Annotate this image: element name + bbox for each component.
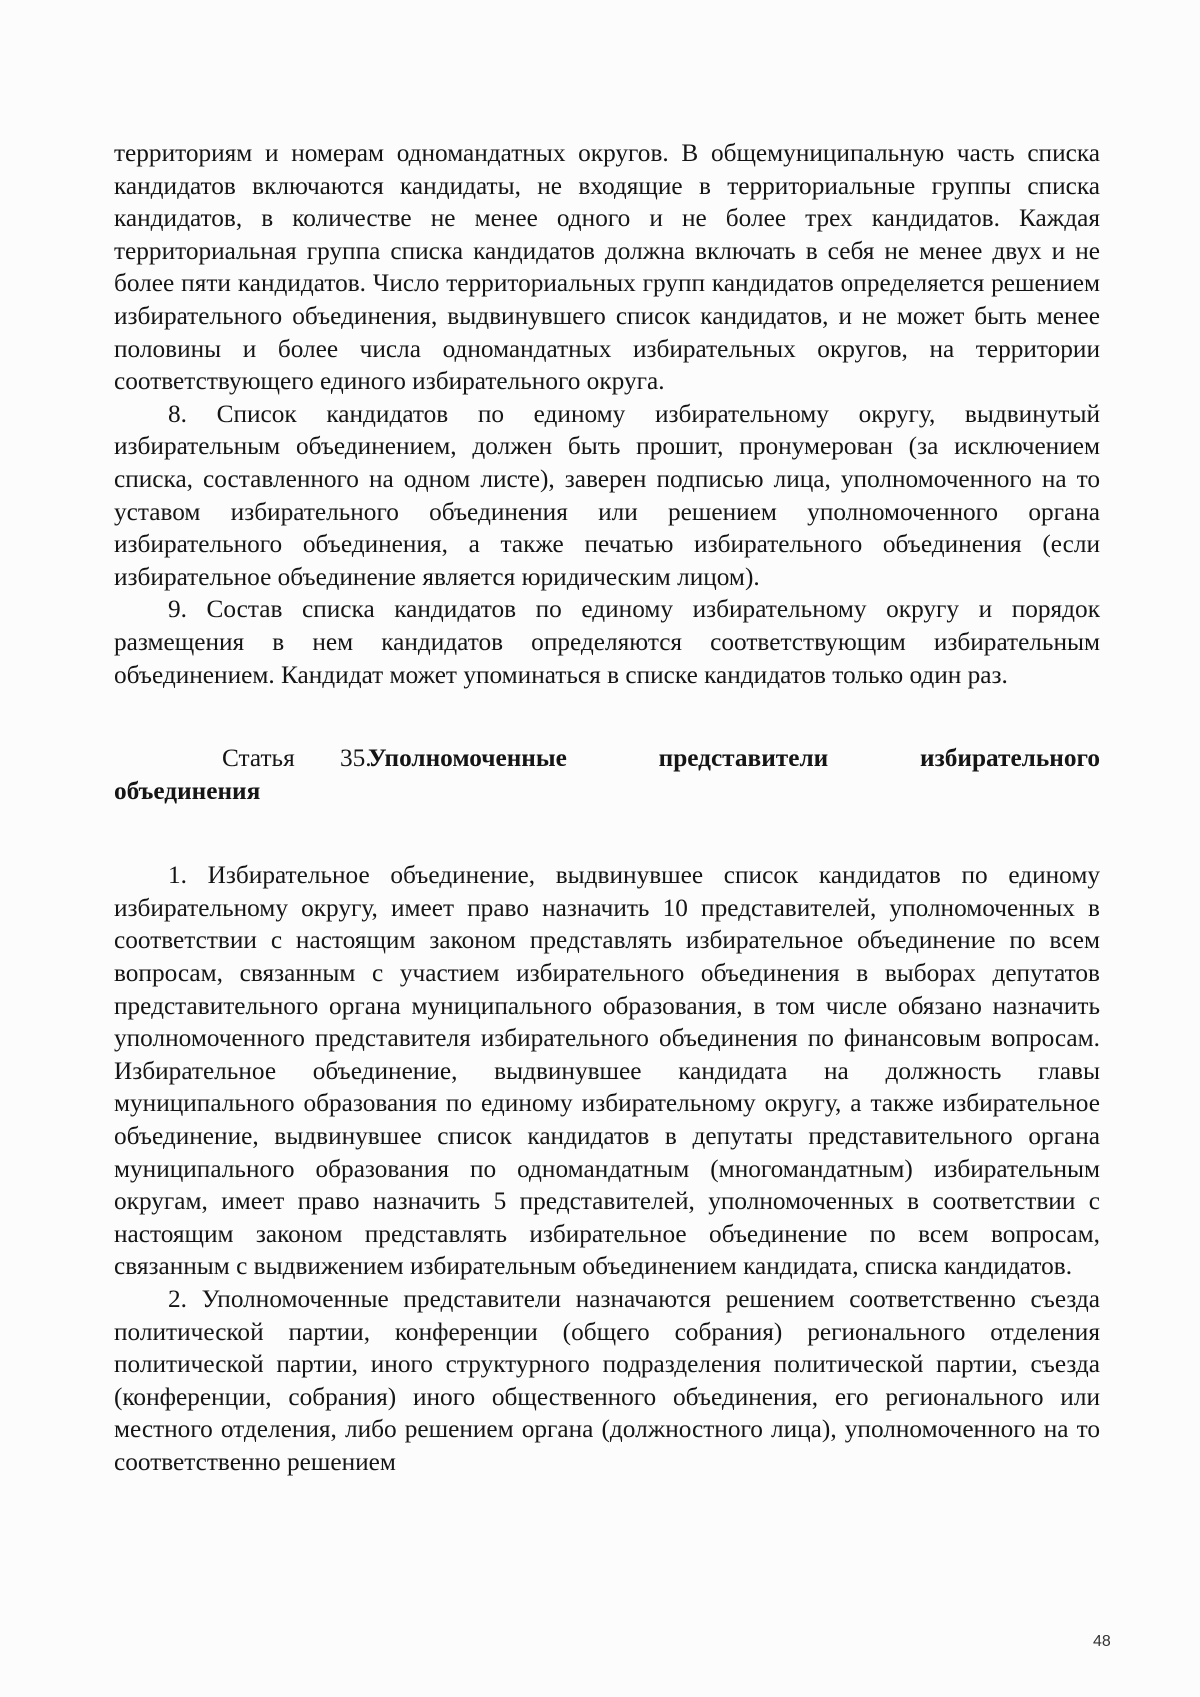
paragraph-item-8: 8. Список кандидатов по единому избирательному округу, выдвинутый избирательным объединением, должен быть прошит, пронумерован (за исключением списка, составленного на одном листе), заверен подписью лица, уполномоченного на то уставом избирательного объединения или решением уполномоченного органа избирательного объединения, а также печатью избирательного объединения (если избирательное объединение является юридическим лицом). <box>114 399 1100 591</box>
paragraph-item-9: 9. Состав списка кандидатов по единому избирательному округу и порядок размещения в нем кандидатов определяются соответствующим избирательным объединением. Кандидат может упоминаться в списке кандидатов только один раз. <box>114 595 1100 689</box>
article-title: Уполномоченные представители избирательного объединения <box>114 744 1100 805</box>
paragraph-item-2: 2. Уполномоченные представители назначаются решением соответственно съезда политической партии, конференции (общего собрания) регионального отделения политической партии, иного структурного подразделения политической партии, съезда (конференции, собрания) иного общественного объединения, его регионального или местного отделения, либо решением органа (должностного лица), уполномоченного на то соответственно решением <box>114 1285 1100 1476</box>
paragraph-item-1: 1. Избирательное объединение, выдвинувшее список кандидатов по единому избирательному округу, имеет право назначить 10 представителей, уполномоченных в соответствии с настоящим законом представлять избирательное объединение по всем вопросам, связанным с участием избирательного объединения в выборах депутатов представительного органа муниципального образования, в том числе обязано назначить уполномоченного представителя избирательного объединения по финансовым вопросам. Избирательное объединение, выдвинувшее кандидата на должность главы муниципального образования по единому избирательному округу, а также избирательное объединение, выдвинувшее список кандидатов в депутаты представительного органа муниципального образования по одномандатным (многомандатным) избирательным округам, имеет право назначить 5 представителей, уполномоченных в соответствии с настоящим законом представлять избирательное объединение по всем вопросам, связанным с выдвижением избирательным объединением кандидата, списка кандидатов. <box>114 861 1100 1281</box>
article-label: Статья <box>222 744 295 773</box>
paragraph-continuation: территориям и номерам одномандатных округов. В общемуниципальную часть списка кандидатов включаются кандидаты, не входящие в территориальные группы списка кандидатов, в количестве не менее одного и не более трех кандидатов. Каждая территориальная группа списка кандидатов должна включать в себя не менее двух и не более пяти кандидатов. Число территориальных групп кандидатов определяется решением избирательного объединения, выдвинувшего список кандидатов, и не может быть менее половины и более числа одномандатных избирательных округов, на территории соответствующего единого избирательного округа. <box>114 139 1100 396</box>
article-heading <box>114 742 1100 807</box>
page-number: 48 <box>1093 1633 1111 1650</box>
article-number: 35. <box>340 744 372 773</box>
document-body <box>114 137 1100 1479</box>
